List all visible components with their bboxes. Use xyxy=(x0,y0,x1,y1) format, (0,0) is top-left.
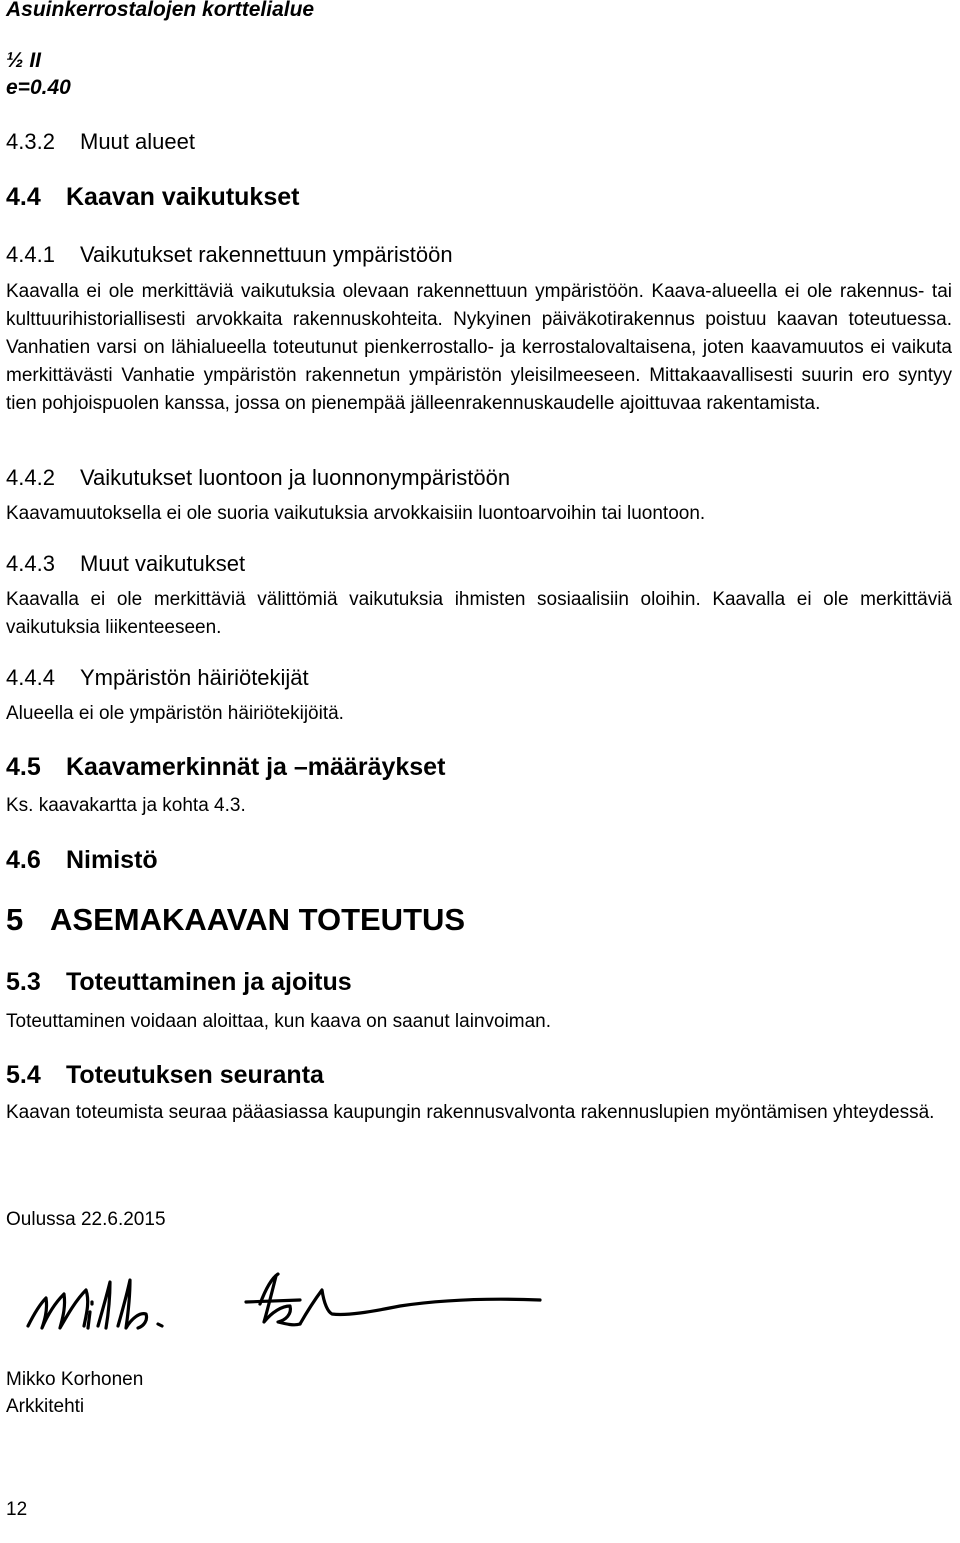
heading-text: Ympäristön häiriötekijät xyxy=(80,665,309,690)
heading-5-4 xyxy=(6,1061,952,1090)
heading-text: Kaavan vaikutukset xyxy=(66,183,300,211)
heading-number: 4.4 xyxy=(6,183,41,211)
place-date: Oulussa 22.6.2015 xyxy=(6,1209,166,1230)
heading-5-3 xyxy=(6,968,952,997)
zone-title: Asuinkerrostalojen korttelialue xyxy=(6,0,315,21)
signer-name: Mikko Korhonen xyxy=(6,1369,144,1390)
heading-text: Nimistö xyxy=(66,846,158,874)
heading-4-4-2 xyxy=(6,465,952,491)
heading-4-4-3 xyxy=(6,551,952,577)
heading-4-5 xyxy=(6,753,952,782)
heading-text: Vaikutukset luontoon ja luonnonympäristöön xyxy=(80,465,511,490)
heading-number: 4.3.2 xyxy=(6,129,55,154)
heading-number: 4.4.1 xyxy=(6,242,55,267)
heading-text: Muut vaikutukset xyxy=(80,551,246,576)
zone-mark-height: ½ II xyxy=(6,49,42,72)
heading-4-3-2 xyxy=(6,129,952,155)
heading-text: Vaikutukset rakennettuun ympäristöön xyxy=(80,242,453,267)
paragraph-5-3: Toteuttaminen voidaan aloittaa, kun kaava on saanut lainvoiman. xyxy=(6,1011,552,1032)
heading-text: Kaavamerkinnät ja –määräykset xyxy=(66,753,446,781)
heading-number: 4.6 xyxy=(6,846,41,874)
paragraph-4-4-2: Kaavamuutoksella ei ole suoria vaikutuksia arvokkaisiin luontoarvoihin tai luontoon. xyxy=(6,503,706,524)
heading-text: ASEMAKAAVAN TOTEUTUS xyxy=(50,902,466,937)
signature-icon xyxy=(10,1268,550,1348)
paragraph-4-5: Ks. kaavakartta ja kohta 4.3. xyxy=(6,795,246,816)
heading-4-4-4 xyxy=(6,665,952,691)
paragraph-4-4-4: Alueella ei ole ympäristön häiriötekijöitä. xyxy=(6,703,344,724)
signer-title: Arkkitehti xyxy=(6,1396,85,1417)
heading-text: Muut alueet xyxy=(80,129,195,154)
paragraph-4-4-1: Kaavalla ei ole merkittäviä vaikutuksia olevaan rakennettuun ympäristöön. Kaava-alueella ei ole rakennus- tai kulttuurihistoriallisesti arvokkaita rakennuskohteita. Nykyinen päiväkotirakennus poistuu kaavan toteutuessa. Vanhatien varsi on lähialueella toteutunut pienkerrostallo- ja kerrostalovaltaisena, joten kaavamuutos ei vaikuta merkittävästi Vanhatie ympäristön rakennetun ympäristön yleisilmeeseen. Mittakaavallisesti suurin ero syntyy tien pohjoispuolen kanssa, jossa on pienempää jälleenrakennuskaudelle ajoittuvaa rakentamista. xyxy=(6,281,952,414)
page-number: 12 xyxy=(6,1499,28,1520)
heading-4-4-1 xyxy=(6,242,952,268)
zone-mark-efficiency: e=0.40 xyxy=(6,76,71,99)
heading-number: 4.4.2 xyxy=(6,465,55,490)
paragraph-4-4-3: Kaavalla ei ole merkittäviä välittömiä vaikutuksia ihmisten sosiaalisiin oloihin. Kaavalla ei ole merkittäviä vaikutuksia liikenteeseen. xyxy=(6,589,952,638)
heading-text: Toteutuksen seuranta xyxy=(66,1061,324,1089)
heading-4-6 xyxy=(6,846,952,875)
heading-number: 5.4 xyxy=(6,1061,41,1089)
heading-number: 4.4.4 xyxy=(6,665,55,690)
paragraph-5-4: Kaavan toteumista seuraa pääasiassa kaupungin rakennusvalvonta rakennuslupien myöntämisen yhteydessä. xyxy=(6,1102,935,1123)
heading-text: Toteuttaminen ja ajoitus xyxy=(66,968,352,996)
heading-number: 5.3 xyxy=(6,968,41,996)
heading-5 xyxy=(6,902,952,938)
heading-number: 5 xyxy=(6,902,24,937)
heading-4-4 xyxy=(6,183,952,212)
heading-number: 4.4.3 xyxy=(6,551,55,576)
heading-number: 4.5 xyxy=(6,753,41,781)
